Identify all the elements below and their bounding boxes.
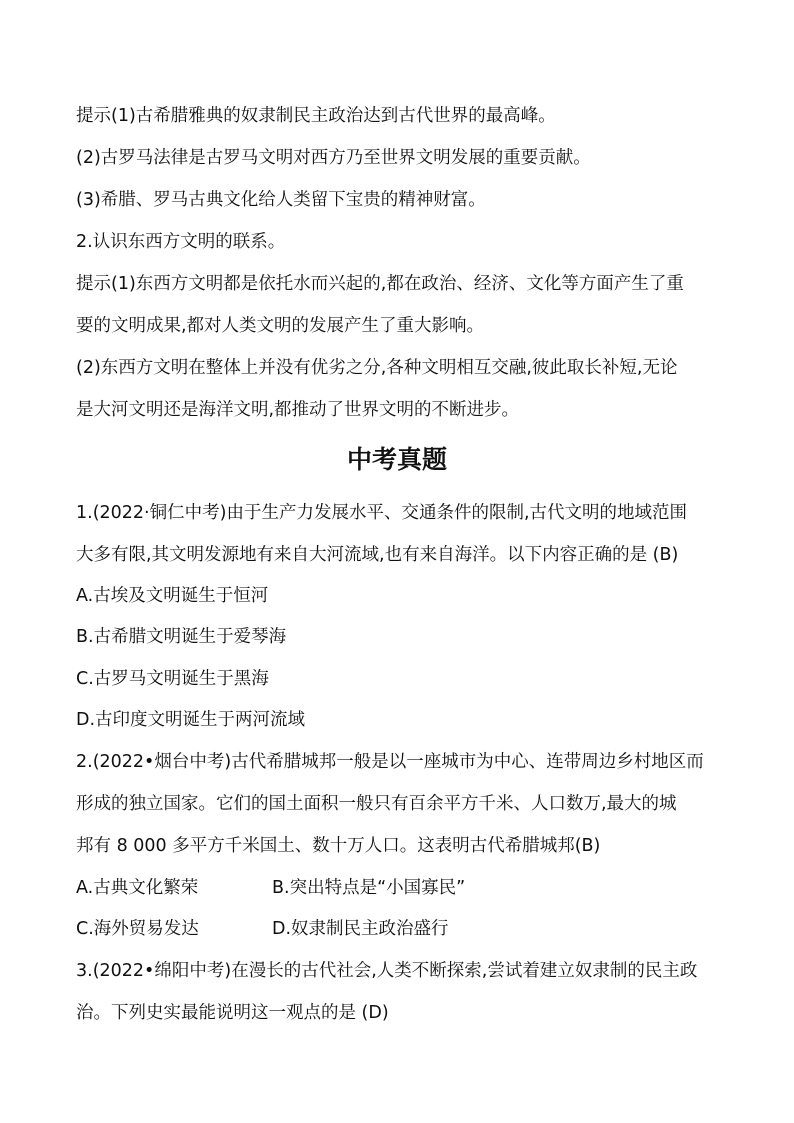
q2-option-c: C.海外贸易发达	[76, 919, 199, 939]
q2-stem-line-3: 邦有 8 000 多平方千米国土、数十万人口。这表明古代希腊城邦(B)	[76, 836, 601, 856]
q1-option-a: A.古埃及文明诞生于恒河	[76, 586, 269, 606]
q1-option-c: C.古罗马文明诞生于黑海	[76, 669, 269, 689]
q1-option-d: D.古印度文明诞生于两河流域	[76, 710, 306, 730]
section-title: 中考真题	[346, 445, 447, 474]
q2-stem-line-2: 形成的独立国家。它们的国土面积一般只有百余平方千米、人口数万,最大的城	[76, 794, 677, 814]
q1-option-b: B.古希腊文明诞生于爱琴海	[76, 627, 287, 647]
q2-option-b: B.突出特点是“小国寡民”	[272, 878, 466, 898]
summary-line-5: 提示(1)东西方文明都是依托水而兴起的,都在政治、经济、文化等方面产生了重	[76, 274, 684, 294]
summary-line-4: 2.认识东西方文明的联系。	[76, 232, 286, 252]
q3-stem-line-2: 治。下列史实最能说明这一观点的是 (D)	[76, 1003, 389, 1023]
summary-line-1: 提示(1)古希腊雅典的奴隶制民主政治达到古代世界的最高峰。	[76, 106, 556, 126]
q1-stem-line-2: 大多有限,其文明发源地有来自大河流域,也有来自海洋。以下内容正确的是 (B)	[76, 545, 679, 565]
q2-option-d: D.奴隶制民主政治盛行	[272, 919, 449, 939]
summary-line-8: 是大河文明还是海洋文明,都推动了世界文明的不断进步。	[76, 400, 520, 420]
summary-line-7: (2)东西方文明在整体上并没有优劣之分,各种文明相互交融,彼此取长补短,无论	[76, 358, 678, 378]
summary-line-6: 要的文明成果,都对人类文明的发展产生了重大影响。	[76, 316, 485, 336]
q1-stem-line-1: 1.(2022·铜仁中考)由于生产力发展水平、交通条件的限制,古代文明的地域范围	[76, 503, 688, 523]
q3-stem-line-1: 3.(2022•绵阳中考)在漫长的古代社会,人类不断探索,尝试着建立奴隶制的民主政	[76, 961, 698, 981]
q2-stem-line-1: 2.(2022•烟台中考)古代希腊城邦一般是以一座城市为中心、连带周边乡村地区而	[76, 752, 704, 772]
summary-line-3: (3)希腊、罗马古典文化给人类留下宝贵的精神财富。	[76, 190, 486, 210]
summary-line-2: (2)古罗马法律是古罗马文明对西方乃至世界文明发展的重要贡献。	[76, 148, 591, 168]
q2-option-a: A.古典文化繁荣	[76, 878, 199, 898]
